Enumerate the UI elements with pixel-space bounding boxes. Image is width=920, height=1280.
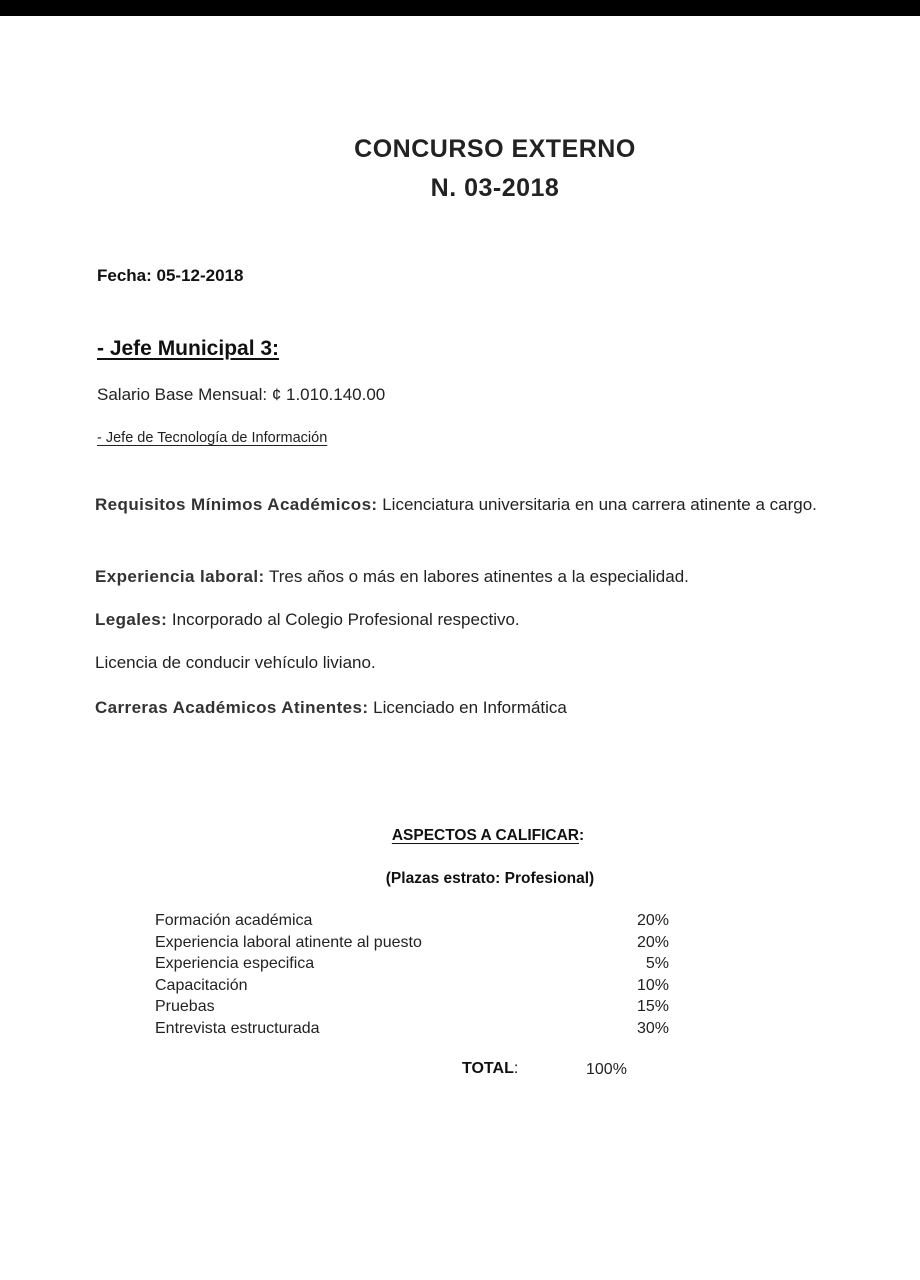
aspects-title-text: ASPECTOS A CALIFICAR	[391, 827, 579, 844]
top-black-bar	[0, 0, 920, 16]
criteria-name: Formación académica	[155, 912, 313, 929]
requirement-legal	[95, 607, 895, 633]
criteria-value: 30%	[636, 1019, 669, 1037]
requirement-text: Licenciatura universitaria en una carrera atinente a cargo.	[377, 495, 817, 514]
criteria-name: Pruebas	[155, 998, 215, 1015]
criteria-value: 20%	[636, 933, 669, 951]
document-title	[0, 130, 920, 208]
requirement-label: Experiencia laboral:	[95, 567, 265, 586]
requirement-careers	[95, 695, 895, 721]
criteria-row	[155, 953, 669, 975]
criteria-value: 5%	[645, 955, 669, 972]
criteria-value: 20%	[636, 912, 669, 929]
aspects-title-colon: :	[579, 827, 585, 844]
total-value: 100%	[586, 1061, 627, 1078]
requirement-experience	[95, 564, 895, 590]
requirement-label: Requisitos Mínimos Académicos:	[95, 495, 378, 514]
requirement-text: Licencia de conducir vehículo liviano.	[95, 653, 376, 672]
title-line-number: N. 03-2018	[430, 174, 560, 202]
requirement-label: Carreras Académicos Atinentes:	[95, 698, 369, 717]
criteria-row	[155, 932, 669, 954]
criteria-value: 15%	[636, 998, 669, 1015]
criteria-row	[155, 996, 669, 1018]
total-label	[462, 1060, 518, 1078]
title-line-contest: CONCURSO EXTERNO	[354, 135, 636, 163]
job-title-underline-pad	[279, 337, 293, 361]
aspects-subtitle: (Plazas estrato: Profesional)	[385, 870, 595, 887]
requirement-text: Tres años o más en labores atinentes a la especialidad.	[264, 567, 689, 586]
criteria-name: Experiencia laboral atinente al puesto	[155, 933, 422, 951]
subpost-line	[97, 430, 343, 446]
subpost-text: - Jefe de Tecnología de Información	[97, 430, 328, 446]
criteria-row	[155, 1018, 669, 1040]
criteria-name: Experiencia especifica	[155, 955, 315, 972]
aspects-title	[0, 827, 920, 845]
criteria-row	[155, 975, 669, 997]
job-title	[97, 337, 293, 361]
criteria-list	[155, 910, 669, 1039]
job-title-text: - Jefe Municipal 3:	[97, 337, 280, 360]
criteria-value: 10%	[636, 976, 669, 994]
date-line: Fecha: 05-12-2018	[97, 266, 244, 285]
subpost-underline-pad	[327, 430, 343, 446]
criteria-name: Capacitación	[155, 976, 248, 994]
requirement-label: Legales:	[95, 610, 168, 629]
criteria-name: Entrevista estructurada	[155, 1019, 320, 1037]
salary-line: Salario Base Mensual: ¢ 1.010.140.00	[97, 385, 386, 404]
criteria-row	[155, 910, 669, 932]
requirement-academic	[95, 492, 895, 518]
requirement-text: Incorporado al Colegio Profesional respectivo.	[167, 610, 520, 629]
requirement-license	[95, 650, 895, 676]
requirement-text: Licenciado en Informática	[368, 698, 567, 717]
total-label-text: TOTAL	[462, 1060, 514, 1077]
total-label-colon: :	[513, 1060, 519, 1077]
